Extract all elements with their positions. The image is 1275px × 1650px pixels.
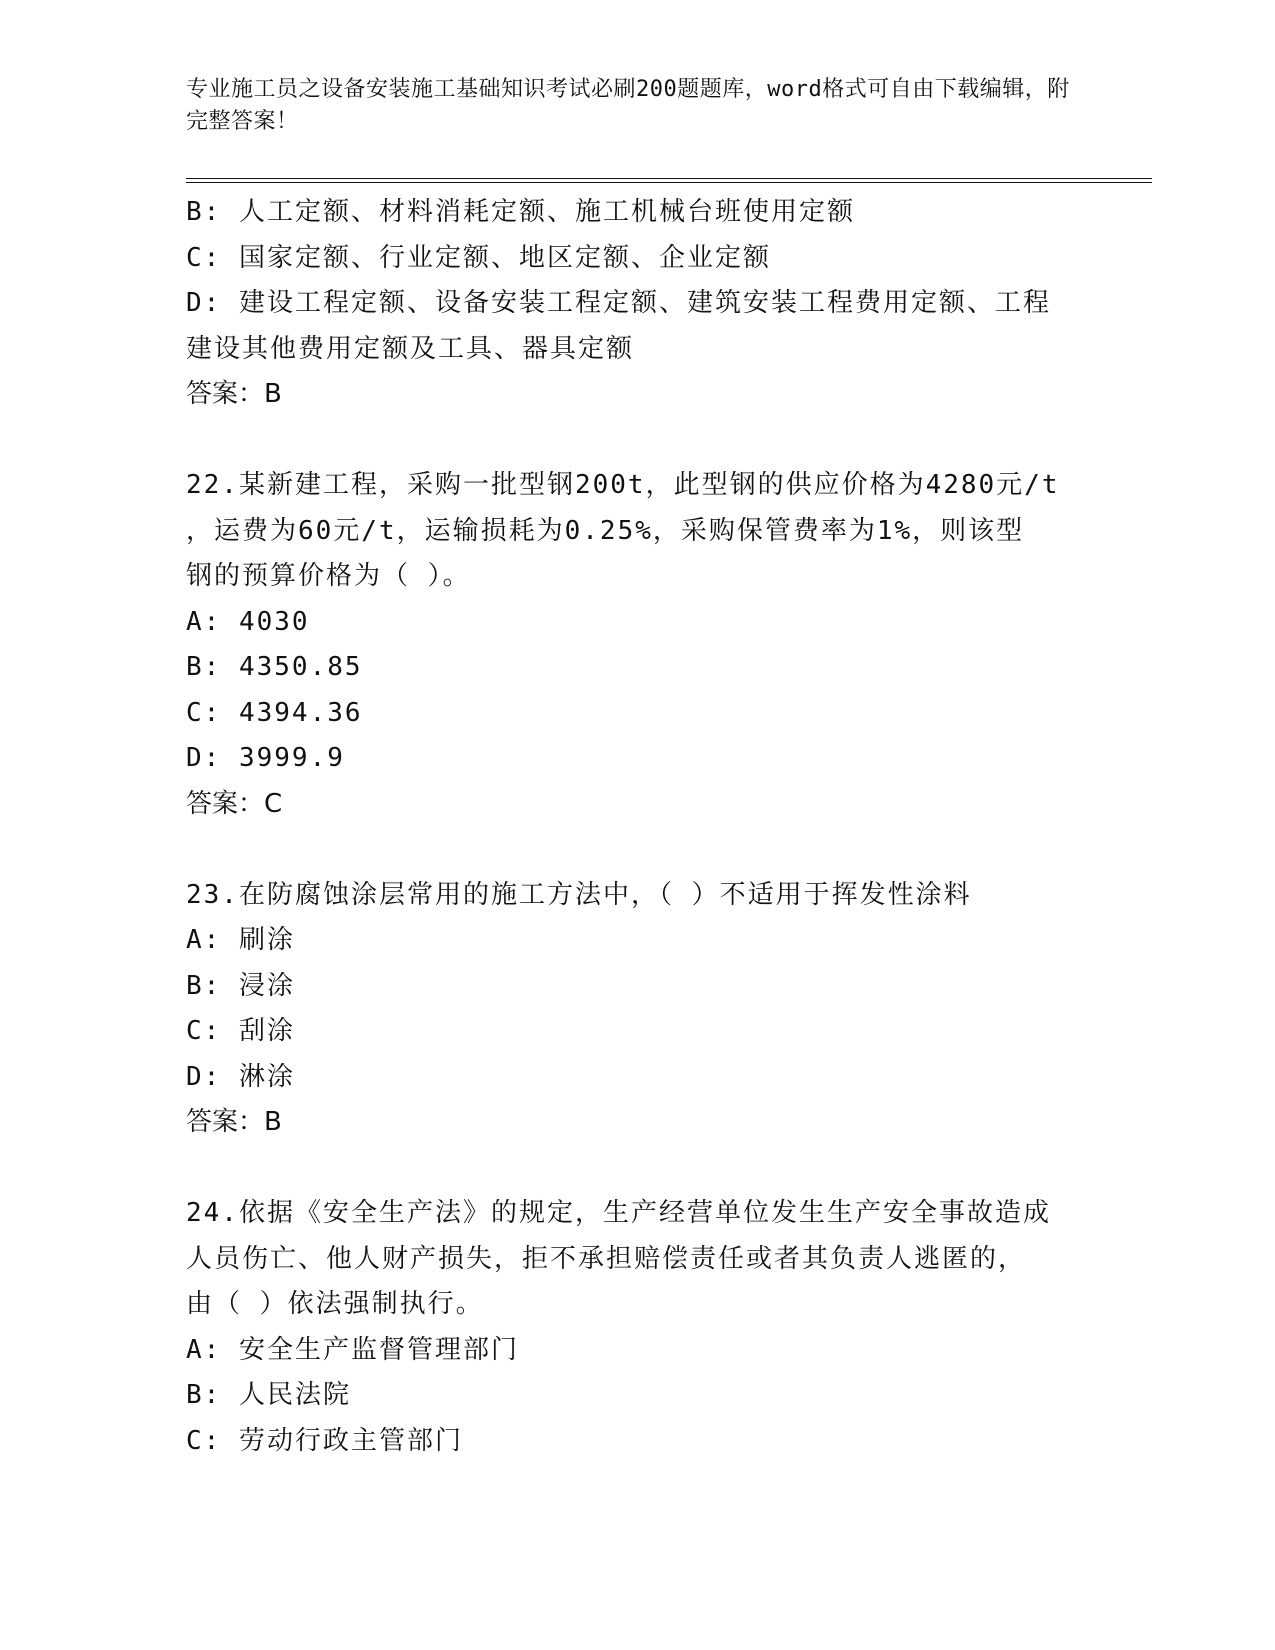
question-text: 钢的预算价格为（ ）。 bbox=[186, 561, 471, 591]
option-c: C: 刮涂 bbox=[186, 1016, 295, 1046]
option-d: D: 建设工程定额、设备安装工程定额、建筑安装工程费用定额、工程 bbox=[186, 288, 1051, 318]
option-d-continued: 建设其他费用定额及工具、器具定额 bbox=[186, 333, 635, 364]
answer: 答案：B bbox=[186, 379, 282, 409]
spacer bbox=[186, 418, 1086, 464]
question-text: 24.依据《安全生产法》的规定，生产经营单位发生生产安全事故造成 bbox=[186, 1198, 1051, 1228]
option-a: A: 刷涂 bbox=[186, 925, 295, 955]
header-title: 专业施工员之设备安装施工基础知识考试必刷200题题库，word格式可自由下载编辑，附完整答案！ bbox=[186, 77, 1070, 134]
page-header bbox=[186, 74, 1086, 138]
answer: 答案：B bbox=[186, 1107, 282, 1137]
option-a: A: 安全生产监督管理部门 bbox=[186, 1334, 519, 1365]
question-text: 由（ ）依法强制执行。 bbox=[186, 1289, 484, 1319]
spacer bbox=[186, 1146, 1086, 1192]
spacer bbox=[186, 827, 1086, 873]
header-divider bbox=[186, 178, 1152, 183]
question-text: 22.某新建工程，采购一批型钢200t，此型钢的供应价格为4280元/t bbox=[186, 470, 1060, 500]
question-22 bbox=[186, 463, 1086, 827]
option-d: D: 3999.9 bbox=[186, 743, 345, 773]
question-content bbox=[186, 190, 1086, 1464]
question-text: 23.在防腐蚀涂层常用的施工方法中，（ ）不适用于挥发性涂料 bbox=[186, 879, 972, 910]
option-c: C: 国家定额、行业定额、地区定额、企业定额 bbox=[186, 242, 771, 273]
question-23 bbox=[186, 873, 1086, 1146]
option-c: C: 劳动行政主管部门 bbox=[186, 1425, 463, 1456]
option-b: B: 浸涂 bbox=[186, 970, 295, 1001]
question-24 bbox=[186, 1191, 1086, 1464]
option-b: B: 人民法院 bbox=[186, 1380, 351, 1410]
option-c: C: 4394.36 bbox=[186, 697, 363, 728]
option-b: B: 4350.85 bbox=[186, 652, 363, 682]
option-d: D: 淋涂 bbox=[186, 1061, 295, 1092]
question-21-tail bbox=[186, 190, 1086, 418]
option-b: B: 人工定额、材料消耗定额、施工机械台班使用定额 bbox=[186, 197, 855, 227]
question-text: ，运费为60元/t，运输损耗为0.25%，采购保管费率为1%，则该型 bbox=[186, 515, 1025, 546]
question-text: 人员伤亡、他人财产损失，拒不承担赔偿责任或者其负责人逃匿的， bbox=[186, 1243, 1027, 1274]
answer: 答案：C bbox=[186, 788, 283, 819]
option-a: A: 4030 bbox=[186, 606, 310, 637]
